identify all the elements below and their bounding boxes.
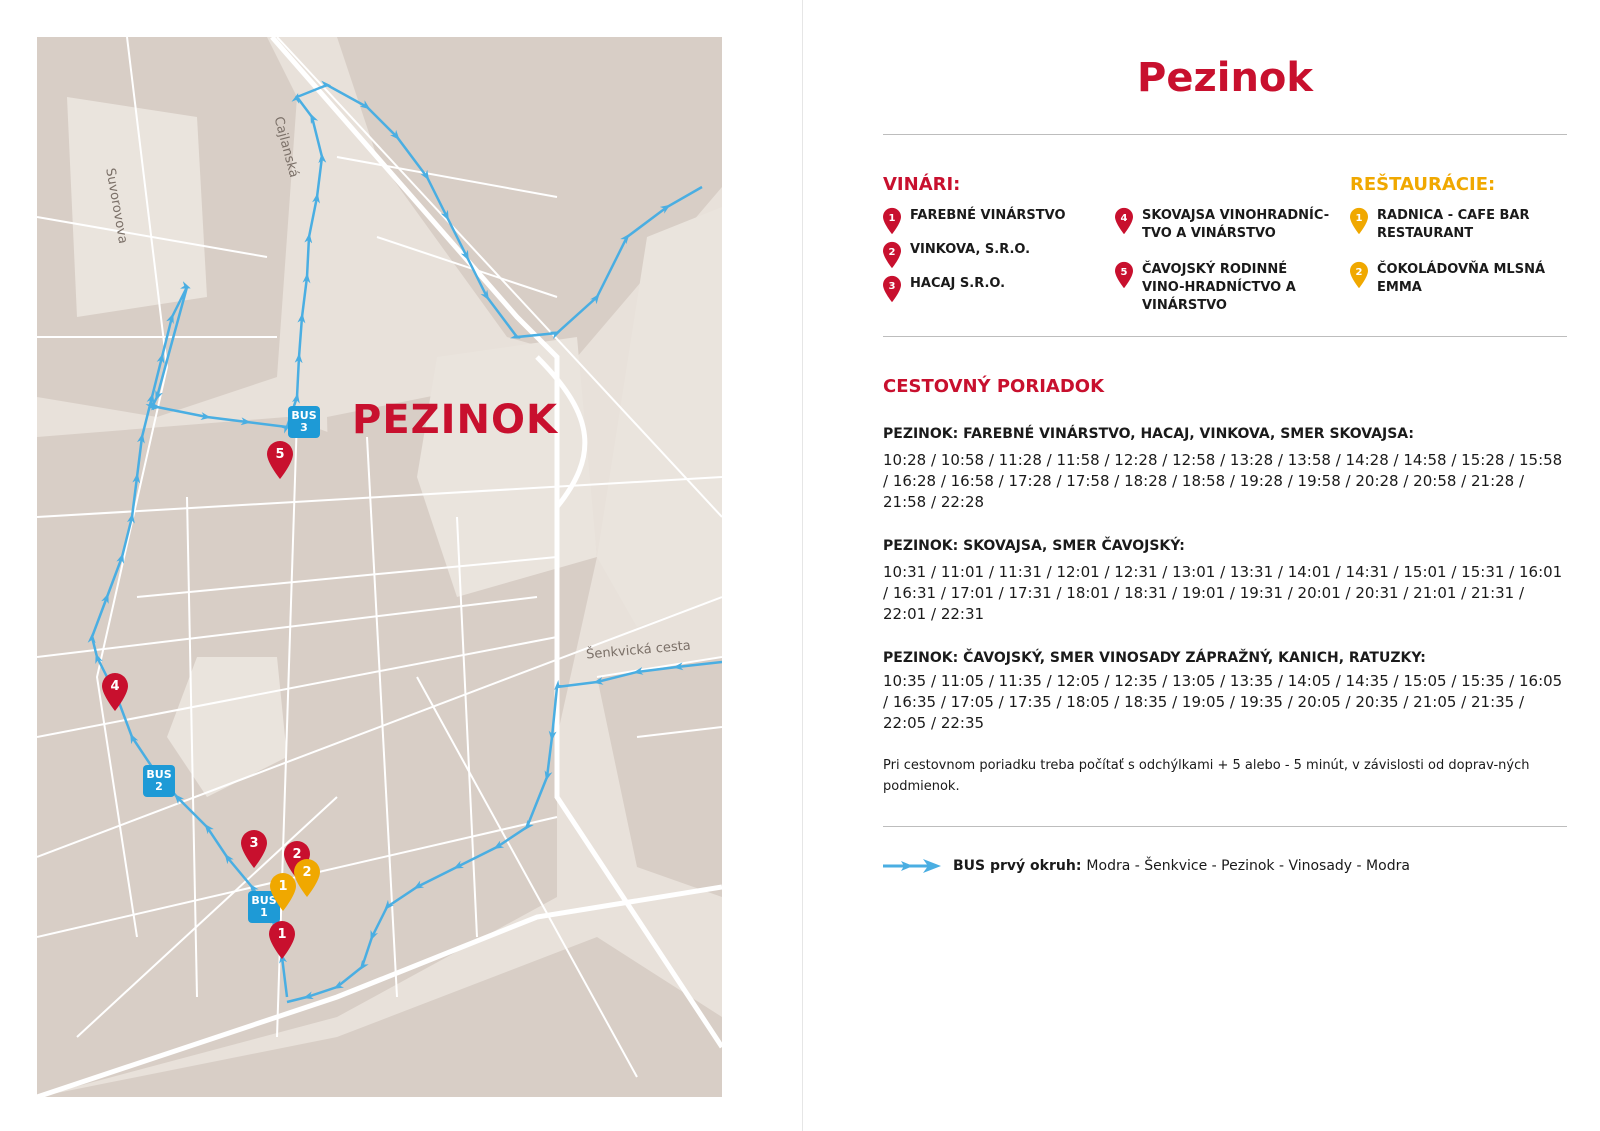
map-pin-icon: [1350, 261, 1368, 289]
restaurant-marker-1[interactable]: [270, 873, 296, 911]
legend-label: VINKOVA, S.R.O.: [910, 242, 1031, 257]
bus-stop-label: BUS: [146, 768, 172, 781]
marker-number: 5: [275, 447, 285, 462]
restaurants-heading: REŠTAURÁCIE:: [1350, 174, 1496, 195]
route-arrow-icon: [883, 858, 943, 874]
route-title-1: PEZINOK: FAREBNÉ VINÁRSTVO, HACAJ, VINKOVA, SMER SKOVAJSA:: [883, 426, 1414, 442]
legend-label: ČAVOJSKÝ RODINNÉ VINO-HRADNÍCTVO A VINÁRSTVO: [1142, 262, 1296, 313]
map-pin-icon: [883, 207, 901, 235]
winery-marker-3[interactable]: [241, 830, 267, 868]
winery-marker-5[interactable]: [267, 441, 293, 479]
map-pin-icon: [1350, 207, 1368, 235]
legend-winery-3[interactable]: [883, 275, 1100, 303]
marker-number: 2: [292, 847, 302, 862]
pin-number: 1: [1355, 213, 1363, 224]
restaurant-marker-2[interactable]: [294, 859, 320, 897]
pin-number: 1: [888, 213, 896, 224]
winemakers-heading: VINÁRI:: [883, 174, 961, 195]
bus-stop-3[interactable]: [288, 406, 320, 438]
map[interactable]: [37, 37, 722, 1097]
legend-winery-4[interactable]: [1115, 207, 1332, 243]
legend-restaurant-1[interactable]: [1350, 207, 1567, 243]
winery-marker-4[interactable]: [102, 673, 128, 711]
pin-number: 2: [1355, 267, 1363, 278]
bus-legend-bold: BUS prvý okruh:: [953, 858, 1082, 874]
bus-stop-number: 2: [155, 780, 163, 793]
marker-number: 1: [277, 927, 287, 942]
street-label-cajlanska: Cajlanská: [270, 115, 302, 180]
map-pin-icon: [1115, 207, 1133, 235]
marker-number: 1: [278, 879, 288, 894]
bus-stop-label: BUS: [251, 894, 277, 907]
legend-restaurant-2[interactable]: [1350, 261, 1567, 297]
legend-label: FAREBNÉ VINÁRSTVO: [910, 208, 1066, 223]
route-title-2: PEZINOK: SKOVAJSA, SMER ČAVOJSKÝ:: [883, 538, 1185, 554]
map-labels: [37, 37, 722, 1097]
marker-number: 3: [249, 836, 259, 851]
route-times-3: 10:35 / 11:05 / 11:35 / 12:05 / 12:35 / 13:05 / 13:35 / 14:05 / 14:35 / 15:05 / 15:35 / 16:05 / 16:35 / 17:05 / 17:35 / 18:05 / 18:35 / 19:05 / 19:35 / 20:05 / 20:35 / 21:05 / 21:35 / 22:05 / 22:35: [883, 672, 1563, 732]
legend-label: ČOKOLÁDOVŇA MLSNÁ EMMA: [1377, 262, 1546, 295]
pin-number: 5: [1120, 267, 1128, 278]
street-label-suvorovova: Suvorovova: [102, 167, 131, 245]
divider-rule: [883, 134, 1567, 135]
marker-number: 2: [302, 865, 312, 880]
bus-route-legend: [883, 858, 1410, 874]
legend-winery-2[interactable]: [883, 241, 1100, 269]
marker-number: 4: [110, 679, 120, 694]
map-pin-icon: [1115, 261, 1133, 289]
bus-stop-number: 3: [300, 421, 308, 434]
legend-label: RADNICA - CAFE BAR RESTAURANT: [1377, 208, 1530, 241]
map-pin-icon: [883, 275, 901, 303]
timetable-heading: CESTOVNÝ PORIADOK: [883, 376, 1105, 397]
pin-number: 2: [888, 247, 896, 258]
route-times-2: 10:31 / 11:01 / 11:31 / 12:01 / 12:31 / 13:01 / 13:31 / 14:01 / 14:31 / 15:01 / 15:31 / 16:01 / 16:31 / 17:01 / 17:31 / 18:01 / 18:31 / 19:01 / 19:31 / 20:01 / 20:31 / 21:01 / 21:31 / 22:01 / 22:31: [883, 563, 1563, 623]
route-times-1: 10:28 / 10:58 / 11:28 / 11:58 / 12:28 / 12:58 / 13:28 / 13:58 / 14:28 / 14:58 / 15:28 / 15:58 / 16:28 / 16:58 / 17:28 / 17:58 / 18:28 / 18:58 / 19:28 / 19:58 / 20:28 / 20:58 / 21:28 / 21:58 / 22:28: [883, 451, 1563, 511]
timetable-note: Pri cestovnom poriadku treba počítať s odchýlkami + 5 alebo - 5 minút, v závislosti od doprav-ných podmienok.: [883, 758, 1530, 794]
page-title: Pezinok: [1137, 55, 1313, 101]
pin-number: 3: [888, 281, 896, 292]
page-divider: [802, 0, 803, 1131]
legend-label: HACAJ S.R.O.: [910, 276, 1006, 291]
pin-number: 4: [1120, 213, 1128, 224]
legend-label: SKOVAJSA VINOHRADNÍC-TVO A VINÁRSTVO: [1142, 208, 1330, 241]
street-label-senkvicka: Šenkvická cesta: [585, 638, 692, 663]
winery-marker-1[interactable]: [269, 921, 295, 959]
divider-rule: [883, 826, 1567, 827]
bus-stop-number: 1: [260, 906, 268, 919]
bus-stop-2[interactable]: [143, 765, 175, 797]
route-title-3: PEZINOK: ČAVOJSKÝ, SMER VINOSADY ZÁPRAŽNÝ, KANICH, RATUZKY:: [883, 650, 1426, 666]
bus-legend-route: Modra - Šenkvice - Pezinok - Vinosady - Modra: [1086, 858, 1410, 874]
bus-stop-label: BUS: [291, 409, 317, 422]
map-pin-icon: [883, 241, 901, 269]
divider-rule: [883, 336, 1567, 337]
legend-winery-1[interactable]: [883, 207, 1100, 235]
map-city-label: PEZINOK: [352, 397, 559, 443]
legend-winery-5[interactable]: [1115, 261, 1332, 315]
